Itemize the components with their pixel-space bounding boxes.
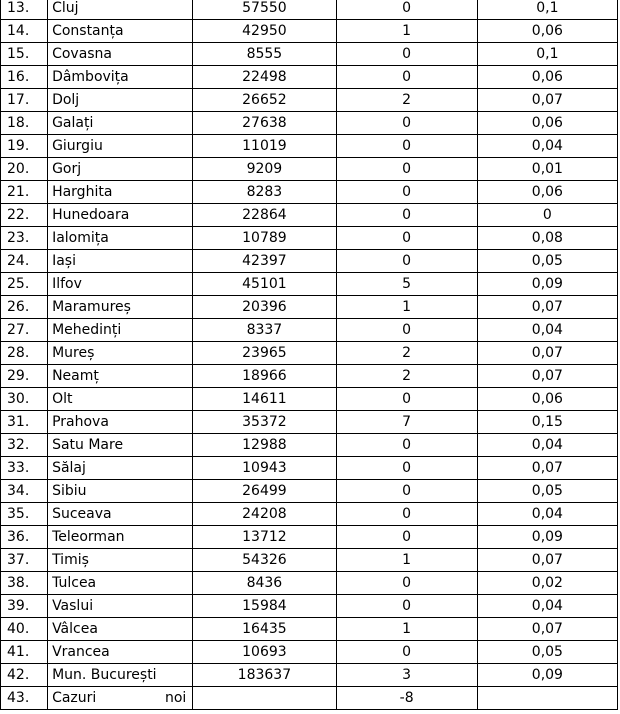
- row-number: 15.: [1, 43, 48, 66]
- county-cell: Teleorman: [48, 526, 193, 549]
- table-row: [1, 480, 618, 503]
- county-cell: Olt: [48, 388, 193, 411]
- table-row: [1, 549, 618, 572]
- table-row: [1, 618, 618, 641]
- rate-cell: 0,05: [477, 480, 617, 503]
- population-cell: 57550: [193, 0, 336, 20]
- new-cases-label-right: noi: [164, 690, 187, 706]
- table-row: [1, 365, 618, 388]
- population-cell: 20396: [193, 296, 336, 319]
- rate-cell: 0,05: [477, 641, 617, 664]
- rate-cell: 0,04: [477, 319, 617, 342]
- rate-cell: 0,01: [477, 158, 617, 181]
- population-cell: 24208: [193, 503, 336, 526]
- row-number: 40.: [1, 618, 48, 641]
- table-row: [1, 135, 618, 158]
- county-cell: Vrancea: [48, 641, 193, 664]
- table-row: [1, 43, 618, 66]
- table-row: [1, 273, 618, 296]
- rate-cell: 0,07: [477, 296, 617, 319]
- county-cell: Timiș: [48, 549, 193, 572]
- table-row: [1, 227, 618, 250]
- rate-cell: 0,07: [477, 457, 617, 480]
- population-cell: 27638: [193, 112, 336, 135]
- county-cell: Hunedoara: [48, 204, 193, 227]
- county-cell: Iași: [48, 250, 193, 273]
- table-row: [1, 503, 618, 526]
- cases-cell: 7: [336, 411, 477, 434]
- population-cell: 12988: [193, 434, 336, 457]
- population-cell: 35372: [193, 411, 336, 434]
- county-cell: Mehedinți: [48, 319, 193, 342]
- cases-cell: 1: [336, 20, 477, 43]
- row-number: 34.: [1, 480, 48, 503]
- rate-cell: 0: [477, 204, 617, 227]
- row-number: 22.: [1, 204, 48, 227]
- row-number: 14.: [1, 20, 48, 43]
- cases-cell: 2: [336, 342, 477, 365]
- cases-cell: 2: [336, 365, 477, 388]
- row-number: 23.: [1, 227, 48, 250]
- cases-cell: 0: [336, 388, 477, 411]
- row-number: 29.: [1, 365, 48, 388]
- county-cell: Ilfov: [48, 273, 193, 296]
- cases-cell: 0: [336, 66, 477, 89]
- new-cases-row: [1, 687, 618, 710]
- population-cell: 42397: [193, 250, 336, 273]
- rate-cell: 0,04: [477, 434, 617, 457]
- rate-cell: 0,04: [477, 503, 617, 526]
- rate-cell: 0,06: [477, 388, 617, 411]
- county-cell: Dâmbovița: [48, 66, 193, 89]
- rate-cell: 0,15: [477, 411, 617, 434]
- rate-cell: 0,07: [477, 365, 617, 388]
- rate-cell: 0,06: [477, 66, 617, 89]
- cases-cell: 0: [336, 319, 477, 342]
- cases-cell: 0: [336, 480, 477, 503]
- population-cell: 23965: [193, 342, 336, 365]
- county-cell: [48, 687, 193, 710]
- table-row: [1, 572, 618, 595]
- population-cell: 8283: [193, 181, 336, 204]
- row-number: 25.: [1, 273, 48, 296]
- county-cell: Ialomița: [48, 227, 193, 250]
- cases-cell: 0: [336, 595, 477, 618]
- row-number: 39.: [1, 595, 48, 618]
- row-number: 42.: [1, 664, 48, 687]
- county-cell: Tulcea: [48, 572, 193, 595]
- rate-cell: 0,1: [477, 0, 617, 20]
- table-row: [1, 319, 618, 342]
- table-row: [1, 66, 618, 89]
- county-cell: Sălaj: [48, 457, 193, 480]
- row-number: 36.: [1, 526, 48, 549]
- cases-cell: 0: [336, 457, 477, 480]
- row-number: 21.: [1, 181, 48, 204]
- county-cell: Neamț: [48, 365, 193, 388]
- table-row: [1, 204, 618, 227]
- rate-cell: 0,06: [477, 20, 617, 43]
- cases-cell: -8: [336, 687, 477, 710]
- table-row: [1, 181, 618, 204]
- cases-cell: 0: [336, 0, 477, 20]
- rate-cell: 0,07: [477, 342, 617, 365]
- county-cell: Galați: [48, 112, 193, 135]
- county-cell: Constanța: [48, 20, 193, 43]
- row-number: 24.: [1, 250, 48, 273]
- rate-cell: 0,02: [477, 572, 617, 595]
- county-cell: Cluj: [48, 0, 193, 20]
- table-row: [1, 526, 618, 549]
- cases-cell: 0: [336, 434, 477, 457]
- table-row: [1, 158, 618, 181]
- county-cell: Suceava: [48, 503, 193, 526]
- cases-cell: 0: [336, 572, 477, 595]
- row-number: 43.: [1, 687, 48, 710]
- cases-cell: 0: [336, 503, 477, 526]
- cases-cell: 0: [336, 158, 477, 181]
- population-cell: 14611: [193, 388, 336, 411]
- cases-cell: 0: [336, 135, 477, 158]
- row-number: 30.: [1, 388, 48, 411]
- population-cell: 18966: [193, 365, 336, 388]
- table-row: [1, 411, 618, 434]
- row-number: 31.: [1, 411, 48, 434]
- county-cell: Vaslui: [48, 595, 193, 618]
- population-cell: 8436: [193, 572, 336, 595]
- cases-cell: 2: [336, 89, 477, 112]
- population-cell: 8337: [193, 319, 336, 342]
- cases-cell: 0: [336, 112, 477, 135]
- cases-cell: 1: [336, 618, 477, 641]
- table-row: [1, 89, 618, 112]
- population-cell: 22864: [193, 204, 336, 227]
- population-cell: 10943: [193, 457, 336, 480]
- population-cell: 9209: [193, 158, 336, 181]
- population-cell: 183637: [193, 664, 336, 687]
- population-cell: 26652: [193, 89, 336, 112]
- table-row: [1, 20, 618, 43]
- cases-cell: 0: [336, 641, 477, 664]
- row-number: 16.: [1, 66, 48, 89]
- table-row: [1, 457, 618, 480]
- population-cell: 26499: [193, 480, 336, 503]
- table-row: [1, 434, 618, 457]
- cases-cell: 0: [336, 204, 477, 227]
- table-row: [1, 595, 618, 618]
- cases-cell: 3: [336, 664, 477, 687]
- rate-cell: 0,09: [477, 273, 617, 296]
- rate-cell: 0,1: [477, 43, 617, 66]
- rate-cell: 0,05: [477, 250, 617, 273]
- population-cell: 8555: [193, 43, 336, 66]
- rate-cell: 0,06: [477, 112, 617, 135]
- table-row: [1, 0, 618, 20]
- population-cell: 42950: [193, 20, 336, 43]
- cases-cell: 1: [336, 296, 477, 319]
- population-cell: 16435: [193, 618, 336, 641]
- rate-cell: 0,09: [477, 526, 617, 549]
- rate-cell: 0,08: [477, 227, 617, 250]
- table-row: [1, 664, 618, 687]
- row-number: 35.: [1, 503, 48, 526]
- county-cell: Mureș: [48, 342, 193, 365]
- county-cell: Satu Mare: [48, 434, 193, 457]
- row-number: 33.: [1, 457, 48, 480]
- population-cell: [193, 687, 336, 710]
- population-cell: 15984: [193, 595, 336, 618]
- row-number: 18.: [1, 112, 48, 135]
- row-number: 17.: [1, 89, 48, 112]
- row-number: 27.: [1, 319, 48, 342]
- table-row: [1, 112, 618, 135]
- row-number: 20.: [1, 158, 48, 181]
- population-cell: 10693: [193, 641, 336, 664]
- table-row: [1, 342, 618, 365]
- rate-cell: 0,06: [477, 181, 617, 204]
- row-number: 26.: [1, 296, 48, 319]
- county-cell: Dolj: [48, 89, 193, 112]
- rate-cell: 0,04: [477, 135, 617, 158]
- population-cell: 13712: [193, 526, 336, 549]
- cases-cell: 0: [336, 43, 477, 66]
- county-cell: Maramureș: [48, 296, 193, 319]
- population-cell: 22498: [193, 66, 336, 89]
- county-cell: Harghita: [48, 181, 193, 204]
- county-cell: Sibiu: [48, 480, 193, 503]
- row-number: 38.: [1, 572, 48, 595]
- rate-cell: [477, 687, 617, 710]
- rate-cell: 0,07: [477, 549, 617, 572]
- population-cell: 10789: [193, 227, 336, 250]
- table-row: [1, 641, 618, 664]
- county-cell: Covasna: [48, 43, 193, 66]
- cases-cell: 0: [336, 227, 477, 250]
- cases-cell: 0: [336, 250, 477, 273]
- rate-cell: 0,07: [477, 618, 617, 641]
- rate-cell: 0,09: [477, 664, 617, 687]
- table-footer: [1, 687, 618, 710]
- cases-cell: 0: [336, 181, 477, 204]
- county-cell: Mun. București: [48, 664, 193, 687]
- table-row: [1, 296, 618, 319]
- table-row: [1, 250, 618, 273]
- table-body: [1, 0, 618, 687]
- rate-cell: 0,07: [477, 89, 617, 112]
- county-cell: Giurgiu: [48, 135, 193, 158]
- row-number: 32.: [1, 434, 48, 457]
- cases-cell: 5: [336, 273, 477, 296]
- row-number: 28.: [1, 342, 48, 365]
- population-cell: 11019: [193, 135, 336, 158]
- county-cell: Prahova: [48, 411, 193, 434]
- row-number: 13.: [1, 0, 48, 20]
- rate-cell: 0,04: [477, 595, 617, 618]
- cases-cell: 0: [336, 526, 477, 549]
- new-cases-label-left: Cazuri: [52, 690, 97, 706]
- county-cell: Gorj: [48, 158, 193, 181]
- table-row: [1, 388, 618, 411]
- population-cell: 54326: [193, 549, 336, 572]
- row-number: 37.: [1, 549, 48, 572]
- county-cell: Vâlcea: [48, 618, 193, 641]
- row-number: 19.: [1, 135, 48, 158]
- cases-cell: 1: [336, 549, 477, 572]
- population-cell: 45101: [193, 273, 336, 296]
- row-number: 41.: [1, 641, 48, 664]
